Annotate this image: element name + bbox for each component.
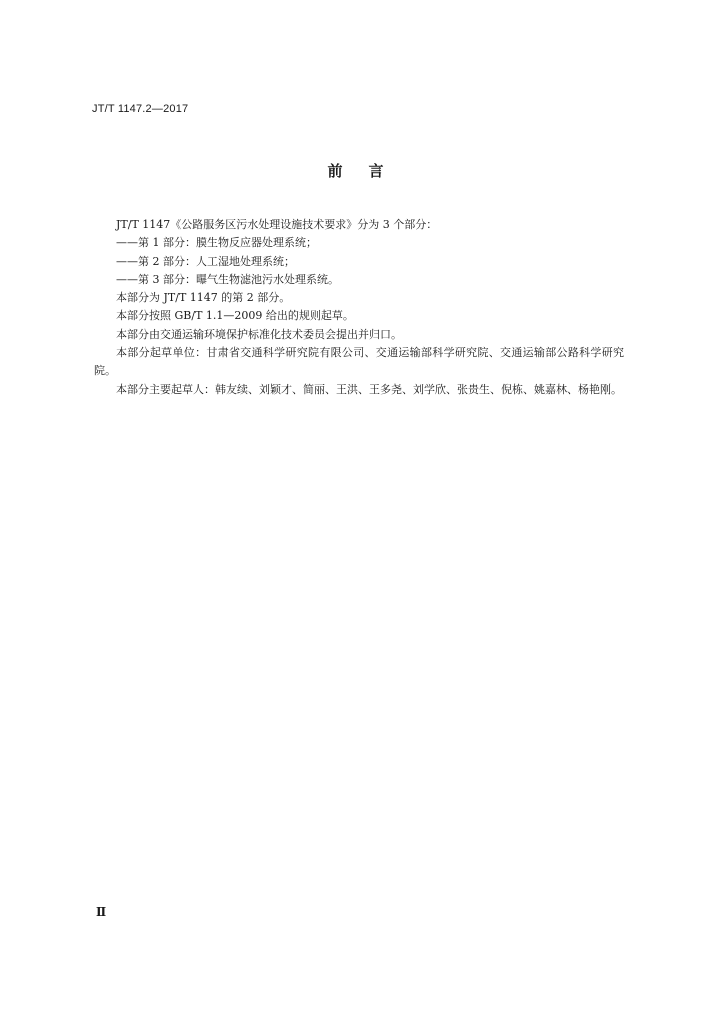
- part-list-item-1: ——第 1 部分：膜生物反应器处理系统；: [116, 236, 317, 250]
- page-number: Ⅱ: [96, 905, 107, 919]
- part-statement-paragraph: 本部分为 JT/T 1147 的第 2 部分。: [116, 291, 291, 305]
- drafters-paragraph: 本部分主要起草人：韩友续、刘颖才、简丽、王洪、王多尧、刘学欣、张贵生、倪栋、姚嘉林、杨艳刚。: [116, 382, 622, 396]
- part-list-item-2: ——第 2 部分：人工湿地处理系统；: [116, 254, 295, 268]
- drafting-units-paragraph: 本部分起草单位：甘肃省交通科学研究院有限公司、交通运输部科学研究院、交通运输部公路科学研究院。: [94, 346, 624, 378]
- proposer-paragraph: 本部分由交通运输环境保护标准化技术委员会提出并归口。: [116, 327, 402, 341]
- drafting-rules-paragraph: 本部分按照 GB/T 1.1—2009 给出的规则起草。: [116, 309, 354, 323]
- intro-paragraph: JT/T 1147《公路服务区污水处理设施技术要求》分为 3 个部分：: [116, 218, 438, 231]
- part-list-item-3: ——第 3 部分：曝气生物滤池污水处理系统。: [116, 272, 339, 286]
- page-title: 前言: [327, 162, 410, 180]
- standard-code-header: JT/T 1147.2—2017: [92, 103, 189, 115]
- foreword-body: [94, 216, 624, 399]
